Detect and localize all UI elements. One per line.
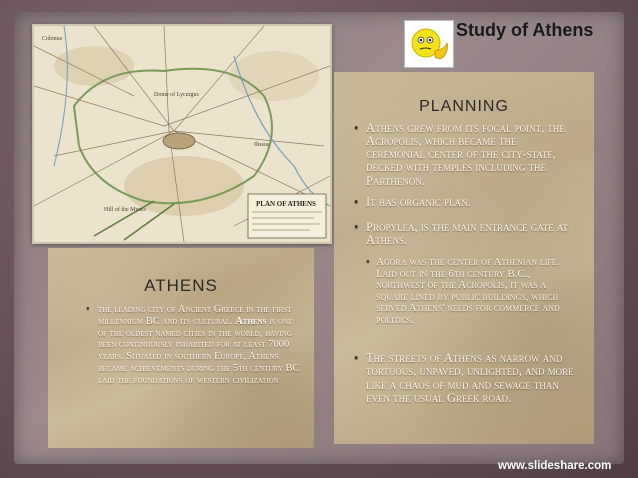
planning-item: • Propylea, is the main entrance gate at Athens. bbox=[352, 221, 578, 247]
svg-text:Hill of the Muses: Hill of the Muses bbox=[104, 207, 146, 213]
athens-description bbox=[84, 304, 300, 386]
planning-item: • It has organic plan. bbox=[352, 196, 578, 209]
athens-text-suffix: is one of the oldest named cities in the world, having been continuously inhabited for at least 7000 years. Situated in southern Europe, Athens became achievements during the 5th century BC laid the foundations of western civilization bbox=[98, 315, 300, 386]
planning-item: • The streets of Athens as narrow and tortuous, unpaved, unlighted, and more like a chaos of mud and sewage than even the usual Greek road. bbox=[352, 352, 578, 405]
planning-panel bbox=[334, 72, 594, 444]
map-title: PLAN OF ATHENS bbox=[256, 200, 316, 208]
athens-bold-word: Athens bbox=[235, 315, 267, 327]
planning-item: • Athens grew from its focal point, the Acropolis, which became the ceremonial center of the city-state, decked with temples including the Parthenon. bbox=[352, 122, 578, 188]
athens-text-prefix: the leading city of Ancient Greece in the first millennium BC and its cultural. bbox=[98, 304, 292, 327]
planning-heading: PLANNING bbox=[419, 98, 509, 115]
athens-heading: ATHENS bbox=[144, 276, 218, 295]
athens-map-image bbox=[32, 24, 332, 244]
svg-text:Dome of Lycurgus: Dome of Lycurgus bbox=[154, 92, 199, 98]
svg-text:Colonus: Colonus bbox=[42, 36, 63, 42]
svg-text:Ilissus: Ilissus bbox=[254, 142, 270, 148]
athens-panel bbox=[48, 248, 314, 448]
thinking-face-icon bbox=[404, 20, 454, 68]
planning-sub-item: • Agora was the center of Athenian life. Laid out in the 6th century B.C., northwest of the Acropolis, it was a square lined by public buildings, which served Athens' needs for commerce and politics. bbox=[352, 257, 578, 326]
slide-title: Study of Athens bbox=[456, 20, 594, 40]
footer-url[interactable]: www.slideshare.com bbox=[498, 460, 612, 472]
